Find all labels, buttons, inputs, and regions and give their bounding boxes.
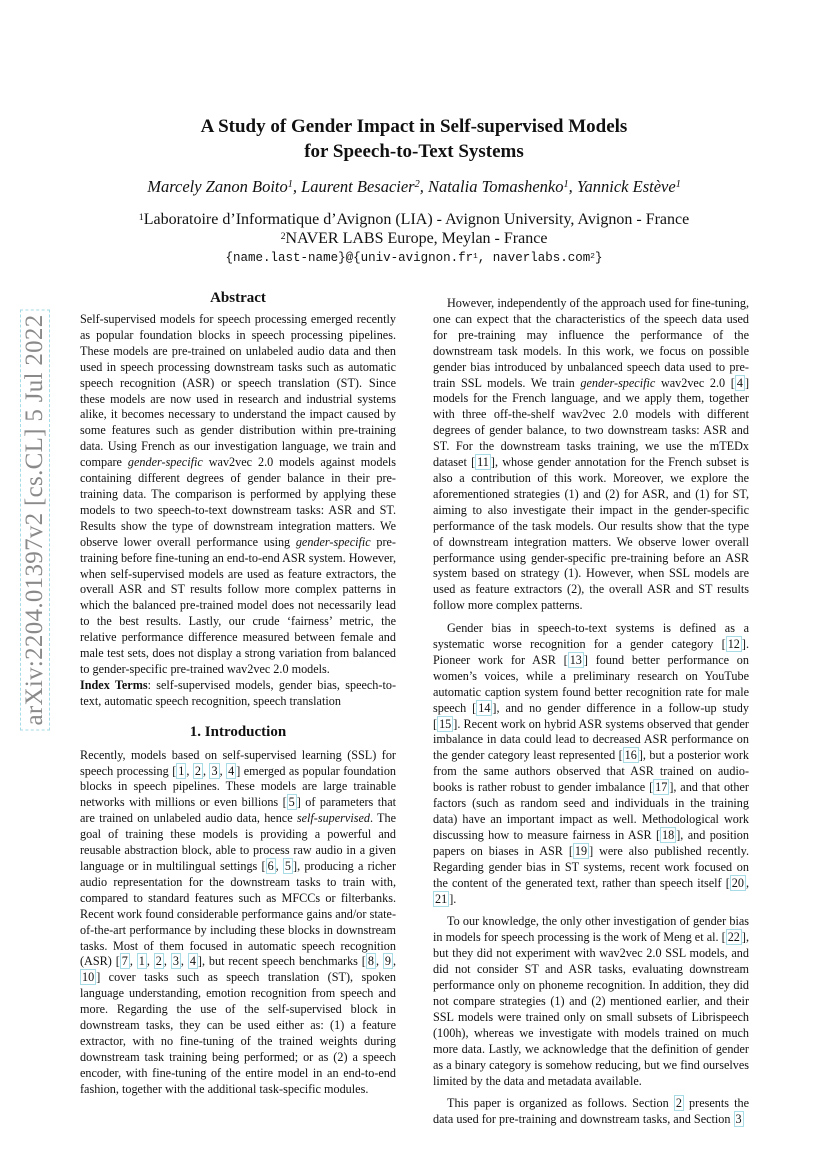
author-name: Natalia Tomashenko <box>427 177 564 196</box>
text-run: [ <box>568 843 573 858</box>
text-run: To our knowledge, the only other investigation of gender bias in models for speech processing is the work of Meng et al. <box>433 914 749 945</box>
author-list: Marcely Zanon Boito$^1$, Laurent Besacier$^2$, Natalia Tomashenko$^1$, Yannick Estève$^1$ <box>147 177 681 196</box>
emphasis: gender-specific <box>580 375 656 390</box>
text-run: [ <box>471 455 476 470</box>
email-mark: 1 <box>473 252 478 261</box>
author-name: Laurent Besacier <box>301 177 415 196</box>
author-name: Yannick Estève <box>576 177 676 196</box>
text-run: of parameters that are trained on unlabeled audio data, hence <box>80 795 396 826</box>
text-run: ] <box>744 375 749 390</box>
text-run: , <box>202 763 210 778</box>
citation-link[interactable]: 15 <box>439 716 452 731</box>
text-run: ] <box>96 970 101 985</box>
text-run: , <box>163 954 171 969</box>
text-run: [ <box>721 930 726 945</box>
citation-link[interactable]: 3 <box>735 1112 742 1127</box>
citation-link[interactable]: 7 <box>121 954 128 969</box>
text-run: [ <box>115 954 120 969</box>
citation-link[interactable]: 2 <box>194 763 201 778</box>
text-run: , whose gender annotation for the French subset is also a contribution of this work. Moreover, we explore the aforementioned strategies (1) and (2) for ASR, and (1) for ST, aiming to also investigate their impact in the gender-specific performance of the task models. Our results show that the type of downstream integration matters. We observe lower overall performance using gender-specific pre-training before an ASR system based on strategy (1). However, when SSL models are used as feature extractors (2), the overall ASR and ST results follow more complex patterns. <box>433 455 749 613</box>
text-run: , but a posterior work from the same authors observed that ASR trained on audio-books is rather robust to gender imbalance <box>433 748 749 795</box>
citation-link[interactable]: 16 <box>624 748 637 763</box>
index-terms <box>80 678 396 710</box>
citation-link[interactable]: 1 <box>138 954 145 969</box>
text-run: emerged as popular foundation blocks in speech pipelines. These models are large trainable networks with millions or even billions <box>80 763 397 810</box>
affiliation-text: NAVER LABS Europe, Meylan - France <box>285 230 548 247</box>
author-affiliation-mark: 1 <box>563 179 569 191</box>
citation-link[interactable]: 6 <box>267 859 274 873</box>
text-run: ] <box>676 827 681 842</box>
affiliation-list <box>80 210 748 248</box>
affiliation-line <box>80 229 748 248</box>
citation-link[interactable]: 4 <box>736 375 743 390</box>
text-run: wav2vec 2.0 <box>655 375 731 390</box>
citation-link[interactable]: 13 <box>569 652 582 667</box>
index-terms-text: : self-supervised models, gender bias, speech-to-text, automatic speech recognition, speech translation <box>80 677 396 708</box>
citation-link[interactable]: 21 <box>435 891 448 906</box>
email-mark: 2 <box>590 252 595 261</box>
text-run: . The goal of training these models is providing a powerful and reusable abstraction block, able to process raw audio in a given language or in multilingual settings <box>80 811 396 873</box>
text-run: [ <box>730 375 735 390</box>
text-run: Self-supervised models for speech processing emerged recently as popular foundation blocks in speech processing pipelines. These models are pre-trained on unlabeled audio data and then used in speech processing downstream tasks such as automatic speech recognition (ASR) or speech translation (ST). Since these models are now used in research and industrial systems alike, it becomes necessary to understand the impact caused by some features such as gender distribution within pre-training data. Using French as our investigation language, we train and compare <box>80 312 396 470</box>
citation-link[interactable]: 2 <box>155 954 162 969</box>
text-run: [ <box>649 780 654 795</box>
text-run: Gender bias in speech-to-text systems is defined as a systematic worse recognition for a gender category <box>433 621 749 652</box>
text-run: However, independently of the approach used for fine-tuning, one can expect that the characteristics of the speech data used for pre-training may influence the performance of the downstream task models. In this work, we focus on possible gender bias introduced by unbalanced speech data used to pre-train SSL models. We train <box>433 296 749 390</box>
text-run: , and position papers on biases in ASR <box>433 827 749 858</box>
text-run: , <box>392 954 397 969</box>
email-part: {name.last-name}@{univ-avignon.fr <box>225 251 474 265</box>
left-column <box>80 288 396 1098</box>
right-column <box>433 296 749 1128</box>
index-terms-label: Index Terms <box>80 677 148 692</box>
text-run: cover tasks such as speech translation (ST), spoken language understanding, emotion recognition from speech and more. Regarding the use of the self-supervised block in downstream tasks, they can be used either as: (1) a feature extractor, with no fine-tuning of the trained weights during downstream task training being performed; or as (2) a speech encoder, with fine-tuning of the entire model in an end-to-end fashion, together with the additional task-specific modules. <box>80 970 396 1096</box>
paper-title-line-2: for Speech-to-Text Systems <box>304 141 524 162</box>
citation-link[interactable]: 4 <box>228 763 235 778</box>
text-run: pre-training before fine-tuning an end-to-end ASR system. However, when self-supervised models are used as feature extractors, the overall ASR and ST results follow more complex patterns in which the balanced pre-trained model does not necessarily lead to the best results. Lastly, our crude ‘fairness’ metric, the relative performance difference measured between female and male test sets, does not display a strong variation from balanced to gender-specific pre-trained wav2vec 2.0 models. <box>80 534 396 676</box>
text-run: models for the French language, and we apply them, together with three off-the-shelf wav2vec 2.0 models with different degrees of gender balance, to two downstream tasks: ASR and ST. For the downstream tasks training, we use the mTEDx dataset <box>433 391 749 470</box>
text-run: , <box>186 763 193 778</box>
text-run: [ <box>472 700 477 715</box>
citation-link[interactable]: 9 <box>384 954 391 969</box>
paper-title <box>80 114 748 164</box>
affiliation-mark: 1 <box>138 211 144 223</box>
section-heading-introduction: 1. Introduction <box>189 723 287 740</box>
text-run: , but they did not experiment with wav2vec 2.0 SSL models, and did not consider ST and ASR tasks, evaluating downstream performance only on phoneme recognition. In addition, they did not compare strategies (1) and (2) mentioned earlier, and their SSL models were trained only on small subsets of Librispeech (100h), whereas we investigate with models trained on much more data. Lastly, we acknowledge that the definition of gender as a binary category is somehow reducing, but we find ourselves limited by the data and metadata available. <box>433 930 749 1088</box>
citation-link[interactable]: 19 <box>574 843 588 858</box>
arxiv-identifier <box>21 314 48 726</box>
text-run: [ <box>261 859 266 873</box>
text-run: This paper is organized as follows. Section <box>447 1096 674 1111</box>
text-run: [ <box>361 954 366 969</box>
text-run: [ <box>655 827 661 842</box>
text-run: . Recent work on hybrid ASR systems observed that gender imbalance in data could lead to decreased ASR performance on the gender category least represented <box>433 716 749 763</box>
author-name: Marcely Zanon Boito <box>147 177 288 196</box>
email-part: } <box>594 251 603 265</box>
text-run: [ <box>618 748 623 763</box>
text-run: ] <box>589 843 594 858</box>
text-run: . <box>453 891 457 906</box>
citation-link[interactable]: 10 <box>82 970 95 985</box>
text-run: , <box>375 954 383 969</box>
text-run: [ <box>725 875 730 890</box>
affiliation-mark: 2 <box>280 230 286 242</box>
text-run: were also published recently. Regarding gender bias in ST systems, recent work focused on the content of the generated text, rather than speech itself <box>433 843 749 890</box>
body-paragraph <box>433 296 749 614</box>
arxiv-identifier-text: arXiv:2204.01397v2 [cs.CL] 5 Jul 2022 <box>20 309 50 730</box>
text-run: ] <box>197 954 202 969</box>
text-run: presents the data used for pre-training and downstream tasks, and Section <box>433 1096 749 1127</box>
text-run: , and that other factors (such as random seed and individuals in the training data) have an important impact as well. Methodological work discussing how to measure fairness in ASR <box>433 780 749 842</box>
text-run: , but recent speech benchmarks <box>201 954 362 969</box>
text-run: wav2vec 2.0 models against models containing different degrees of gender balance in their pre-training data. The comparison is performed by applying these models to two speech-to-text downstream tasks: ASR and ST. Results show the type of downstream integration matters. We observe lower overall performance using <box>80 455 396 549</box>
emphasis: gender-specific <box>127 455 203 470</box>
text-run: found better performance on women’s voices, while a preliminary research on YouTube automatic caption system found better recognition rate for male speech <box>433 652 749 715</box>
abstract-text <box>80 312 396 678</box>
text-run: [ <box>721 637 726 652</box>
text-run: [ <box>172 763 177 778</box>
text-run: ] <box>669 780 674 795</box>
text-run: . Pioneer work for ASR <box>433 637 749 667</box>
text-run: Recently, models based on self-supervised learning (SSL) for speech processing <box>80 747 396 778</box>
text-run: ] <box>492 700 497 715</box>
citation-link[interactable]: 17 <box>655 780 668 795</box>
citation-link[interactable]: 5 <box>284 859 292 873</box>
citation-link[interactable]: 22 <box>727 930 740 945</box>
text-run: ] <box>453 716 458 731</box>
introduction-paragraph <box>80 748 396 1098</box>
email-line <box>80 250 748 266</box>
text-run: ] <box>741 637 746 652</box>
text-run: , <box>180 954 188 969</box>
citation-link[interactable]: 5 <box>288 795 295 810</box>
affiliation-line <box>80 210 748 229</box>
text-run: , <box>129 954 137 969</box>
body-paragraph <box>433 621 749 907</box>
citation-link[interactable]: 14 <box>478 700 491 715</box>
author-affiliation-mark: 2 <box>414 179 420 191</box>
text-run: ] <box>490 455 495 470</box>
text-run: , producing a richer audio representation for the downstream tasks to train with, compared to standard features such as MFCCs or filterbanks. Recent work found considerable performance gains and/or state-of-the-art performance by including these blocks in downstream tasks. Most of them focused in automatic speech recognition (ASR) <box>80 859 396 969</box>
body-paragraph <box>433 1096 749 1128</box>
text-run: ] <box>296 795 301 810</box>
citation-link[interactable]: 1 <box>178 763 185 778</box>
text-run: ] <box>449 891 454 906</box>
text-run: , <box>275 859 283 873</box>
citation-link[interactable]: 11 <box>477 455 489 470</box>
citation-link[interactable]: 3 <box>172 954 179 969</box>
text-run: [ <box>433 716 438 731</box>
citation-link[interactable]: 3 <box>211 763 218 778</box>
author-affiliation-mark: 1 <box>287 179 293 191</box>
citation-link[interactable]: 2 <box>675 1096 682 1111</box>
citation-link[interactable]: 4 <box>189 954 196 969</box>
text-run: ] <box>293 859 298 873</box>
email-part: , naverlabs.com <box>477 251 591 265</box>
text-run: [ <box>282 795 287 810</box>
citation-link[interactable]: 12 <box>727 637 740 652</box>
citation-link[interactable]: 18 <box>662 827 675 842</box>
text-run: , <box>745 875 749 890</box>
emphasis: self-supervised <box>296 811 370 826</box>
citation-link[interactable]: 20 <box>731 875 744 890</box>
text-run: ] <box>741 930 746 945</box>
text-run: ] <box>638 748 643 763</box>
author-affiliation-mark: 1 <box>675 179 681 191</box>
text-run: , <box>146 954 154 969</box>
text-run: , and no gender difference in a follow-up study <box>496 700 749 715</box>
affiliation-text: Laboratoire d’Informatique d’Avignon (LIA) - Avignon University, Avignon - France <box>143 211 690 228</box>
abstract-heading: Abstract <box>210 290 266 306</box>
body-paragraph <box>433 914 749 1089</box>
citation-link[interactable]: 8 <box>367 954 374 969</box>
text-run: [ <box>563 652 568 667</box>
paper-title-line-1: A Study of Gender Impact in Self-supervised Models <box>200 116 628 137</box>
emphasis: gender-specific <box>295 534 371 549</box>
text-run: ] <box>583 652 588 667</box>
text-run: , <box>219 763 227 778</box>
text-run: ] <box>236 763 241 778</box>
